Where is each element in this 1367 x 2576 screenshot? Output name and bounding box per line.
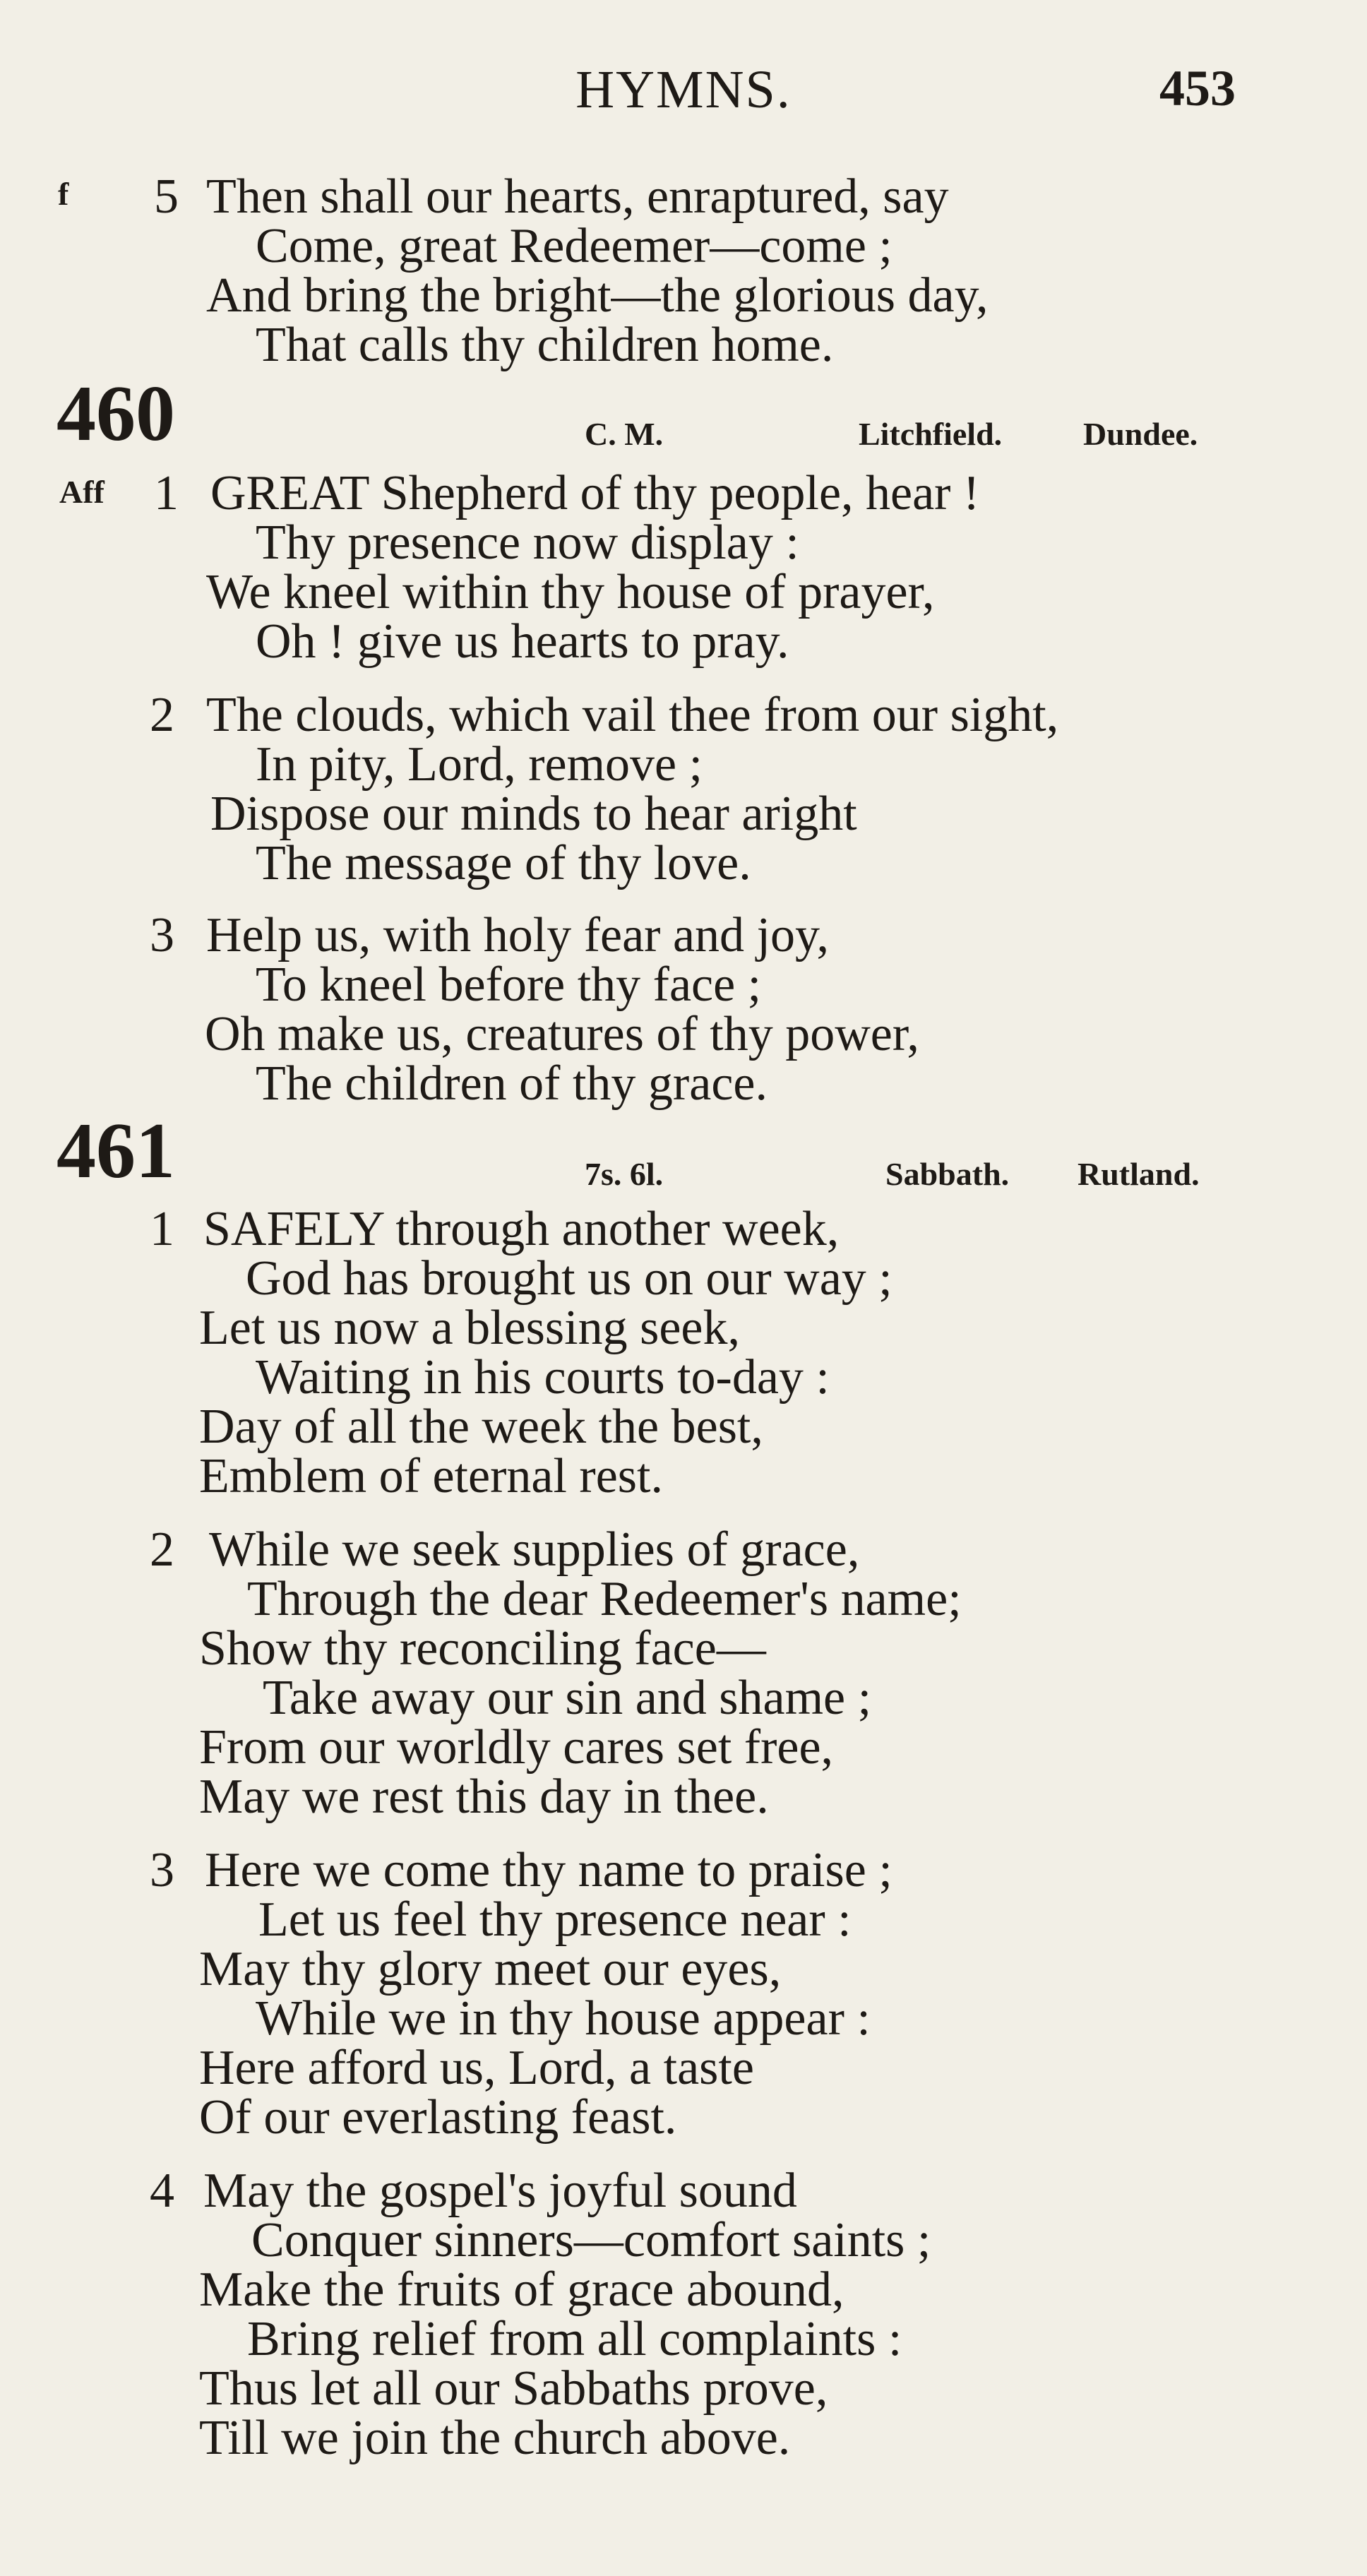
- stanza-number: 3: [150, 1843, 174, 1897]
- hymn-number: 460: [56, 370, 175, 458]
- hymn-line: Take away our sin and shame ;: [263, 1671, 872, 1725]
- hymn-line: Oh make us, creatures of thy power,: [205, 1007, 919, 1061]
- page-number: 453: [1159, 60, 1236, 117]
- hymn-line: The message of thy love.: [256, 836, 751, 890]
- hymn-line: The clouds, which vail thee from our sight,: [206, 688, 1059, 742]
- running-title: HYMNS.: [575, 60, 792, 119]
- hymn-tune: Sabbath.: [885, 1156, 1010, 1192]
- hymn-line: Dispose our minds to hear aright: [210, 787, 857, 841]
- hymn-line: Help us, with holy fear and joy,: [206, 908, 829, 962]
- hymn-line: Let us feel thy presence near :: [258, 1892, 852, 1947]
- hymn-line: In pity, Lord, remove ;: [256, 737, 703, 792]
- hymn-line: May thy glory meet our eyes,: [199, 1942, 782, 1996]
- dynamic-mark: Aff: [59, 474, 105, 510]
- hymn-line: Day of all the week the best,: [199, 1400, 763, 1454]
- hymn-line: Bring relief from all complaints :: [247, 2312, 902, 2366]
- hymn-line: Let us now a blessing seek,: [199, 1301, 740, 1355]
- hymn-line: Come, great Redeemer—come ;: [256, 219, 893, 273]
- hymn-line: That calls thy children home.: [256, 318, 834, 372]
- hymn-line: Of our everlasting feast.: [199, 2090, 677, 2145]
- hymn-line: Waiting in his courts to-day :: [256, 1350, 830, 1405]
- dynamic-mark: f: [58, 176, 69, 212]
- hymn-line: Here we come thy name to praise ;: [205, 1843, 893, 1897]
- hymn-line: The children of thy grace.: [256, 1056, 768, 1111]
- hymn-line: While we seek supplies of grace,: [209, 1522, 860, 1577]
- stanza-number: 4: [150, 2164, 174, 2218]
- hymn-line: While we in thy house appear :: [256, 1991, 871, 2046]
- hymn-tune: Dundee.: [1083, 416, 1198, 452]
- hymn-line: Conquer sinners—comfort saints ;: [251, 2213, 931, 2267]
- stanza-number: 1: [154, 466, 179, 520]
- hymn-line: Thy presence now display :: [256, 515, 799, 570]
- hymn-line: Oh ! give us hearts to pray.: [256, 614, 789, 669]
- stanza-number: 3: [150, 908, 174, 962]
- hymn-number: 461: [56, 1107, 175, 1195]
- hymn-meter: 7s. 6l.: [585, 1156, 664, 1192]
- hymn-line: To kneel before thy face ;: [256, 958, 762, 1012]
- hymn-meter: C. M.: [585, 416, 664, 452]
- hymn-line: Till we join the church above.: [199, 2411, 791, 2465]
- hymn-line: Make the fruits of grace abound,: [199, 2262, 844, 2317]
- hymn-line: We kneel within thy house of prayer,: [206, 565, 935, 619]
- hymn-tune: Rutland.: [1078, 1156, 1200, 1192]
- hymn-line: May we rest this day in thee.: [199, 1770, 769, 1824]
- hymn-line: Thus let all our Sabbaths prove,: [199, 2361, 828, 2416]
- hymn-line: Here afford us, Lord, a taste: [199, 2041, 754, 2095]
- hymn-line: GREAT Shepherd of thy people, hear !: [210, 466, 980, 520]
- stanza-number: 1: [150, 1202, 174, 1256]
- hymn-tune: Litchfield.: [859, 416, 1003, 452]
- hymn-line: Then shall our hearts, enraptured, say: [206, 169, 949, 224]
- stanza-number: 2: [150, 1522, 174, 1577]
- hymn-line: May the gospel's joyful sound: [203, 2164, 797, 2218]
- hymn-line: Show thy reconciling face—: [199, 1621, 766, 1676]
- hymn-line: SAFELY through another week,: [203, 1202, 840, 1256]
- hymn-line: Emblem of eternal rest.: [199, 1449, 663, 1503]
- hymn-line: God has brought us on our way ;: [246, 1251, 893, 1306]
- stanza-number: 2: [150, 688, 174, 742]
- stanza-number: 5: [154, 169, 179, 224]
- hymn-line: And bring the bright—the glorious day,: [206, 268, 989, 323]
- hymn-line: Through the dear Redeemer's name;: [247, 1572, 962, 1626]
- hymn-line: From our worldly cares set free,: [199, 1720, 834, 1775]
